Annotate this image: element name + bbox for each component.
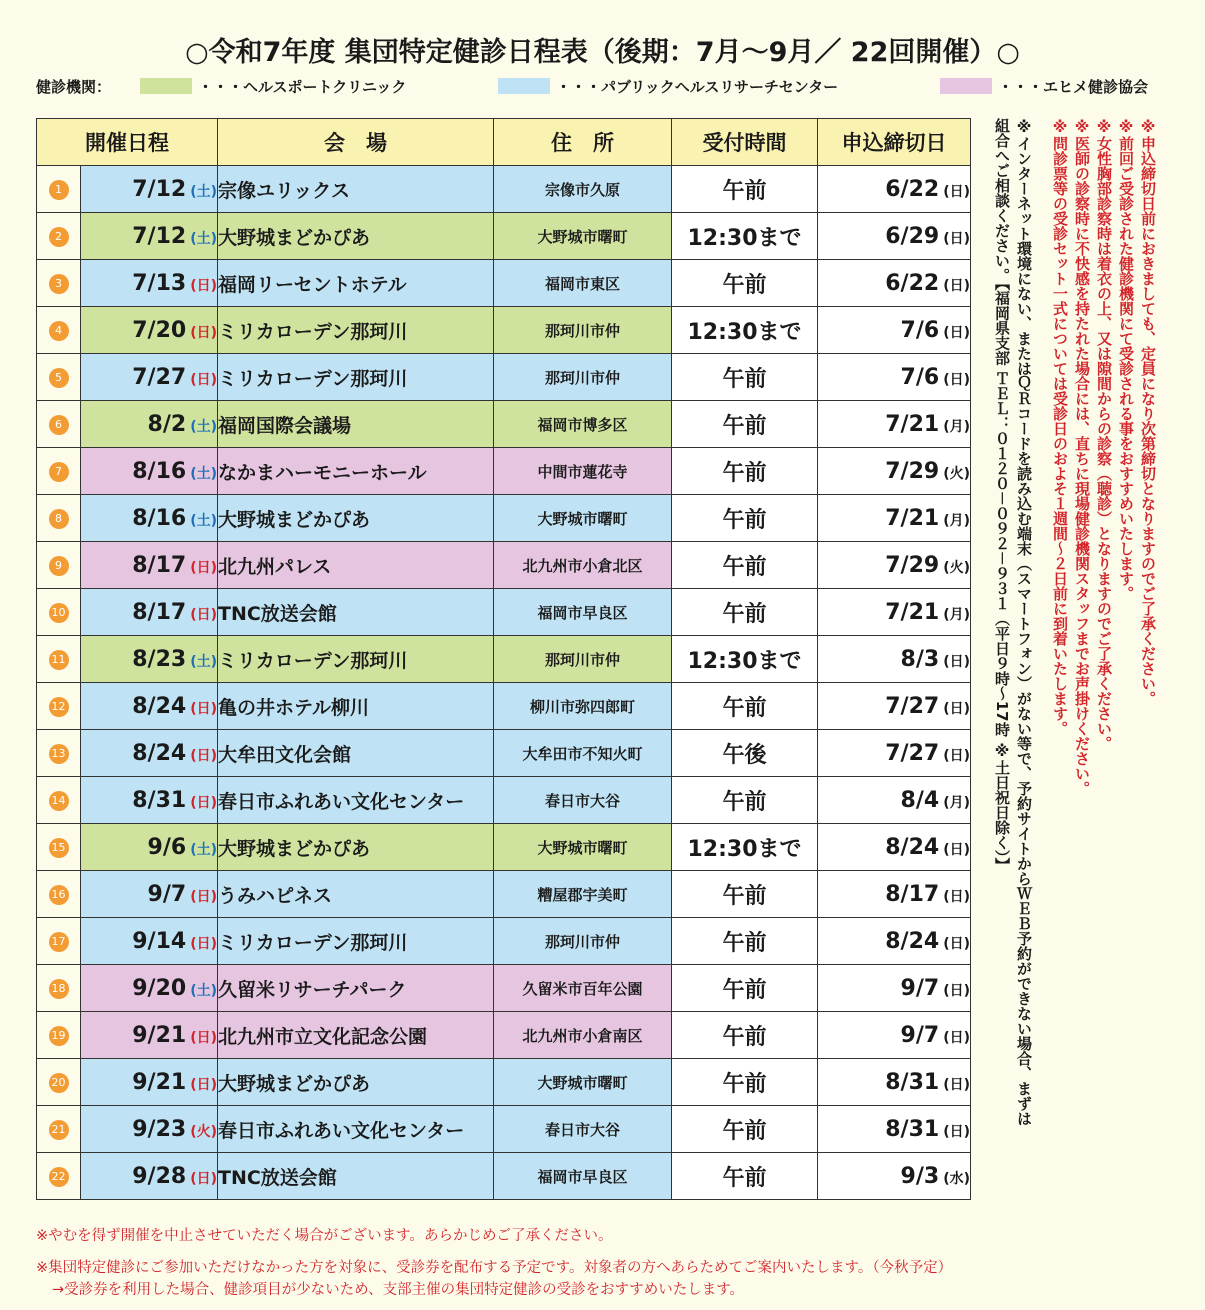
date-value: 9/23 [132,1116,187,1142]
date-value: 8/2 [147,411,187,437]
deadline-date: 7/21 [885,505,940,531]
row-number [37,495,81,542]
venue: ミリカローデン那珂川 [218,354,494,401]
deadline-date: 7/6 [900,364,940,390]
address: 大野城市曙町 [494,1059,672,1106]
deadline [818,354,971,401]
row-number-badge: 8 [49,509,69,529]
address: 大野城市曙町 [494,824,672,871]
event-date [81,730,218,777]
table-row [37,354,971,401]
reception-time: 午前 [672,354,818,401]
date-value: 8/24 [132,693,187,719]
date-value: 7/20 [132,317,187,343]
footer-note: ※集団特定健診にご参加いただけなかった方を対象に、受診券を配布する予定です。対象者の方へあらためてご案内いたします。（今秋予定） [36,1260,953,1276]
event-date [81,683,218,730]
deadline-day-of-week: (日) [943,1076,970,1093]
day-of-week: (日) [190,935,217,952]
address: 北九州市小倉南区 [494,1012,672,1059]
address: 大野城市曙町 [494,495,672,542]
legend-swatch-green [140,78,192,94]
date-value: 7/12 [132,223,187,249]
event-date [81,166,218,213]
venue: 大牟田文化会館 [218,730,494,777]
deadline-day-of-week: (日) [943,747,970,764]
venue: 大野城まどかぴあ [218,824,494,871]
address: 久留米市百年公園 [494,965,672,1012]
row-number-badge: 4 [49,321,69,341]
row-number [37,871,81,918]
venue: 宗像ユリックス [218,166,494,213]
header-date: 開催日程 [37,119,218,166]
deadline-date: 8/3 [900,646,940,672]
date-value: 9/21 [132,1022,187,1048]
day-of-week: (土) [190,841,217,858]
event-date [81,448,218,495]
side-note: ※女性胸部診察時は着衣の上、又は隙間からの診察（聴診）となりますのでご了承ください。 [1095,118,1113,751]
venue: 大野城まどかぴあ [218,1059,494,1106]
row-number-badge: 5 [49,368,69,388]
deadline-day-of-week: (日) [943,1123,970,1140]
schedule-table [36,118,971,1200]
deadline [818,166,971,213]
venue: ミリカローデン那珂川 [218,307,494,354]
row-number [37,683,81,730]
row-number [37,542,81,589]
deadline-date: 7/21 [885,411,940,437]
reception-time: 午前 [672,589,818,636]
deadline-date: 9/3 [900,1163,940,1189]
deadline-date: 8/31 [885,1116,940,1142]
row-number-badge: 20 [49,1073,69,1093]
event-date [81,495,218,542]
table-row [37,730,971,777]
deadline [818,448,971,495]
event-date [81,542,218,589]
address: 柳川市弥四郎町 [494,683,672,730]
deadline [818,1059,971,1106]
reception-time: 午前 [672,871,818,918]
address: 福岡市博多区 [494,401,672,448]
event-date [81,1106,218,1153]
table-row [37,965,971,1012]
event-date [81,260,218,307]
header-time: 受付時間 [672,119,818,166]
venue: 亀の井ホテル柳川 [218,683,494,730]
event-date [81,307,218,354]
event-date [81,589,218,636]
table-row [37,636,971,683]
date-value: 9/21 [132,1069,187,1095]
day-of-week: (土) [190,183,217,200]
event-date [81,1153,218,1200]
date-value: 8/16 [132,505,187,531]
date-value: 8/24 [132,740,187,766]
day-of-week: (土) [190,465,217,482]
day-of-week: (日) [190,794,217,811]
legend-label: 健診機関： [36,78,112,96]
table-header-row [37,119,971,166]
deadline [818,1153,971,1200]
date-value: 9/6 [147,834,187,860]
table-row [37,777,971,824]
row-number [37,260,81,307]
deadline-day-of-week: (日) [943,888,970,905]
address: 那珂川市仲 [494,636,672,683]
event-date [81,824,218,871]
deadline-day-of-week: (月) [943,794,970,811]
date-value: 9/28 [132,1163,187,1189]
row-number [37,307,81,354]
date-value: 9/14 [132,928,187,954]
table-row [37,401,971,448]
table-row [37,260,971,307]
event-date [81,1012,218,1059]
row-number-badge: 19 [49,1026,69,1046]
table-row [37,213,971,260]
day-of-week: (日) [190,277,217,294]
date-value: 8/16 [132,458,187,484]
deadline-day-of-week: (月) [943,606,970,623]
venue: TNC放送会館 [218,589,494,636]
event-date [81,965,218,1012]
side-note: ※医師の診察時に不快感を持たれた場合には、直ちに現場健診機関スタッフまでお声掛けください。 [1073,118,1091,796]
deadline [818,824,971,871]
row-number [37,1153,81,1200]
reception-time: 12:30まで [672,636,818,683]
day-of-week: (火) [190,1123,217,1140]
table-row [37,448,971,495]
event-date [81,354,218,401]
deadline-date: 7/21 [885,599,940,625]
day-of-week: (土) [190,230,217,247]
reception-time: 午前 [672,918,818,965]
table-row [37,871,971,918]
table-row [37,1153,971,1200]
reception-time: 午前 [672,1012,818,1059]
deadline-day-of-week: (火) [943,559,970,576]
row-number-badge: 1 [49,180,69,200]
deadline [818,683,971,730]
row-number-badge: 3 [49,274,69,294]
venue: 春日市ふれあい文化センター [218,777,494,824]
deadline-day-of-week: (日) [943,841,970,858]
venue: TNC放送会館 [218,1153,494,1200]
reception-time: 午前 [672,1153,818,1200]
address: 春日市大谷 [494,1106,672,1153]
header-deadline: 申込締切日 [818,119,971,166]
day-of-week: (日) [190,371,217,388]
reception-time: 12:30まで [672,307,818,354]
deadline-day-of-week: (日) [943,1029,970,1046]
row-number [37,448,81,495]
table-row [37,166,971,213]
deadline-date: 8/31 [885,1069,940,1095]
deadline [818,542,971,589]
venue: 大野城まどかぴあ [218,495,494,542]
reception-time: 午前 [672,683,818,730]
table-row [37,1106,971,1153]
day-of-week: (土) [190,418,217,435]
day-of-week: (日) [190,559,217,576]
venue: 福岡国際会議場 [218,401,494,448]
venue: なかまハーモニーホール [218,448,494,495]
date-value: 7/27 [132,364,187,390]
reception-time: 午後 [672,730,818,777]
footer-note: →受診券を利用した場合、健診項目が少ないため、支部主催の集団特定健診の受診をおすすめいたします。 [52,1282,745,1298]
side-note-contact: ※インターネット環境にない、またはＱＲコードを読み込む端末（スマートフォン）がない等で、予約サイトからＷＥＢ予約ができない場合、まずは [1015,118,1033,1126]
legend-swatch-pink [940,78,992,94]
reception-time: 午前 [672,260,818,307]
deadline-day-of-week: (日) [943,230,970,247]
deadline-date: 7/29 [885,458,940,484]
deadline-date: 8/24 [885,834,940,860]
deadline-day-of-week: (日) [943,982,970,999]
address: 大野城市曙町 [494,213,672,260]
row-number [37,777,81,824]
venue: 北九州パレス [218,542,494,589]
row-number [37,354,81,401]
address: 大牟田市不知火町 [494,730,672,777]
deadline [818,260,971,307]
day-of-week: (日) [190,1170,217,1187]
venue: うみハピネス [218,871,494,918]
table-row [37,683,971,730]
reception-time: 12:30まで [672,213,818,260]
date-value: 8/17 [132,599,187,625]
venue: 福岡リーセントホテル [218,260,494,307]
deadline-day-of-week: (月) [943,512,970,529]
row-number-badge: 22 [49,1167,69,1187]
deadline [818,871,971,918]
day-of-week: (日) [190,1029,217,1046]
deadline-day-of-week: (日) [943,277,970,294]
row-number-badge: 2 [49,227,69,247]
date-value: 9/7 [147,881,187,907]
deadline-day-of-week: (日) [943,653,970,670]
row-number [37,1059,81,1106]
reception-time: 午前 [672,1106,818,1153]
date-value: 7/13 [132,270,187,296]
deadline [818,1012,971,1059]
deadline [818,918,971,965]
deadline [818,777,971,824]
deadline [818,730,971,777]
page-title: ○令和7年度 集団特定健診日程表（後期：7月～9月／ 22回開催）○ [185,37,1020,68]
deadline-day-of-week: (日) [943,700,970,717]
table-row [37,542,971,589]
row-number-badge: 14 [49,791,69,811]
side-note: ※申込締切日前におきましても、定員になり次第締切となりますのでご了承ください。 [1139,118,1157,706]
legend-text: ・・・ヘルスポートクリニック [198,77,407,96]
deadline-date: 6/29 [885,223,940,249]
legend-item-healthport [140,74,406,98]
row-number-badge: 15 [49,838,69,858]
address: 那珂川市仲 [494,354,672,401]
row-number-badge: 18 [49,979,69,999]
legend-item-ehime [940,74,1148,98]
legend-swatch-blue [498,78,550,94]
legend [36,74,1166,98]
deadline [818,1106,971,1153]
event-date [81,636,218,683]
deadline-date: 7/27 [885,693,940,719]
address: 福岡市東区 [494,260,672,307]
side-note: ※問診票等の受診セット一式については受診日のおよそ１週間～２日前に到着いたします。 [1051,118,1069,736]
date-value: 8/31 [132,787,187,813]
venue: 春日市ふれあい文化センター [218,1106,494,1153]
reception-time: 午前 [672,495,818,542]
date-value: 9/20 [132,975,187,1001]
deadline [818,213,971,260]
day-of-week: (土) [190,512,217,529]
row-number [37,824,81,871]
venue: ミリカローデン那珂川 [218,918,494,965]
event-date [81,777,218,824]
event-date [81,1059,218,1106]
footer-note: ※やむを得ず開催を中止させていただく場合がございます。あらかじめご了承ください。 [36,1228,613,1244]
address: 北九州市小倉北区 [494,542,672,589]
day-of-week: (日) [190,324,217,341]
address: 中間市蓮花寺 [494,448,672,495]
row-number [37,965,81,1012]
address: 宗像市久原 [494,166,672,213]
table-row [37,1059,971,1106]
row-number-badge: 13 [49,744,69,764]
row-number-badge: 6 [49,415,69,435]
reception-time: 午前 [672,401,818,448]
deadline [818,965,971,1012]
table-row [37,307,971,354]
deadline-date: 8/17 [885,881,940,907]
reception-time: 午前 [672,777,818,824]
legend-text: ・・・エヒメ健診協会 [998,77,1149,96]
deadline [818,589,971,636]
day-of-week: (日) [190,1076,217,1093]
day-of-week: (日) [190,888,217,905]
date-value: 7/12 [132,176,187,202]
date-value: 8/23 [132,646,187,672]
row-number-badge: 11 [49,650,69,670]
deadline-day-of-week: (火) [943,465,970,482]
deadline-day-of-week: (日) [943,183,970,200]
table-row [37,918,971,965]
address: 糟屋郡宇美町 [494,871,672,918]
address: 福岡市早良区 [494,589,672,636]
address: 福岡市早良区 [494,1153,672,1200]
table-row [37,495,971,542]
row-number-badge: 21 [49,1120,69,1140]
row-number [37,636,81,683]
day-of-week: (土) [190,982,217,999]
header-address: 住 所 [494,119,672,166]
row-number [37,166,81,213]
deadline-date: 7/27 [885,740,940,766]
reception-time: 12:30まで [672,824,818,871]
day-of-week: (日) [190,700,217,717]
deadline-day-of-week: (月) [943,418,970,435]
side-note-contact: 組合へご相談ください。【福岡県支部 ＴＥＬ：０１２０－０９２－９３１（平日９時～17時 ※土日祝日除く）】 [993,118,1011,873]
address: 那珂川市仲 [494,918,672,965]
legend-text: ・・・パブリックヘルスリサーチセンター [556,77,839,96]
deadline-day-of-week: (水) [943,1170,970,1187]
deadline-day-of-week: (日) [943,324,970,341]
reception-time: 午前 [672,166,818,213]
day-of-week: (日) [190,747,217,764]
row-number-badge: 12 [49,697,69,717]
event-date [81,918,218,965]
deadline [818,307,971,354]
deadline-date: 8/4 [900,787,940,813]
deadline-date: 7/29 [885,552,940,578]
address: 那珂川市仲 [494,307,672,354]
row-number [37,918,81,965]
row-number [37,401,81,448]
row-number-badge: 17 [49,932,69,952]
row-number [37,1012,81,1059]
row-number [37,730,81,777]
date-value: 8/17 [132,552,187,578]
row-number [37,589,81,636]
venue: 北九州市立文化記念公園 [218,1012,494,1059]
table-row [37,1012,971,1059]
reception-time: 午前 [672,542,818,589]
side-notes [991,118,1159,1208]
venue: 大野城まどかぴあ [218,213,494,260]
deadline-day-of-week: (日) [943,371,970,388]
row-number [37,213,81,260]
row-number-badge: 16 [49,885,69,905]
deadline [818,495,971,542]
reception-time: 午前 [672,1059,818,1106]
reception-time: 午前 [672,448,818,495]
row-number-badge: 10 [49,603,69,623]
row-number-badge: 9 [49,556,69,576]
deadline [818,636,971,683]
table-row [37,589,971,636]
deadline-date: 9/7 [900,1022,940,1048]
legend-item-public-health [498,74,838,98]
day-of-week: (日) [190,606,217,623]
deadline-date: 6/22 [885,176,940,202]
row-number-badge: 7 [49,462,69,482]
header-venue: 会 場 [218,119,494,166]
event-date [81,213,218,260]
deadline-day-of-week: (日) [943,935,970,952]
deadline [818,401,971,448]
address: 春日市大谷 [494,777,672,824]
day-of-week: (土) [190,653,217,670]
event-date [81,401,218,448]
venue: 久留米リサーチパーク [218,965,494,1012]
event-date [81,871,218,918]
reception-time: 午前 [672,965,818,1012]
table-row [37,824,971,871]
side-note: ※前回ご受診された健診機関にて受診される事をおすすめいたします。 [1117,118,1135,601]
venue: ミリカローデン那珂川 [218,636,494,683]
deadline-date: 6/22 [885,270,940,296]
row-number [37,1106,81,1153]
deadline-date: 9/7 [900,975,940,1001]
deadline-date: 8/24 [885,928,940,954]
deadline-date: 7/6 [900,317,940,343]
